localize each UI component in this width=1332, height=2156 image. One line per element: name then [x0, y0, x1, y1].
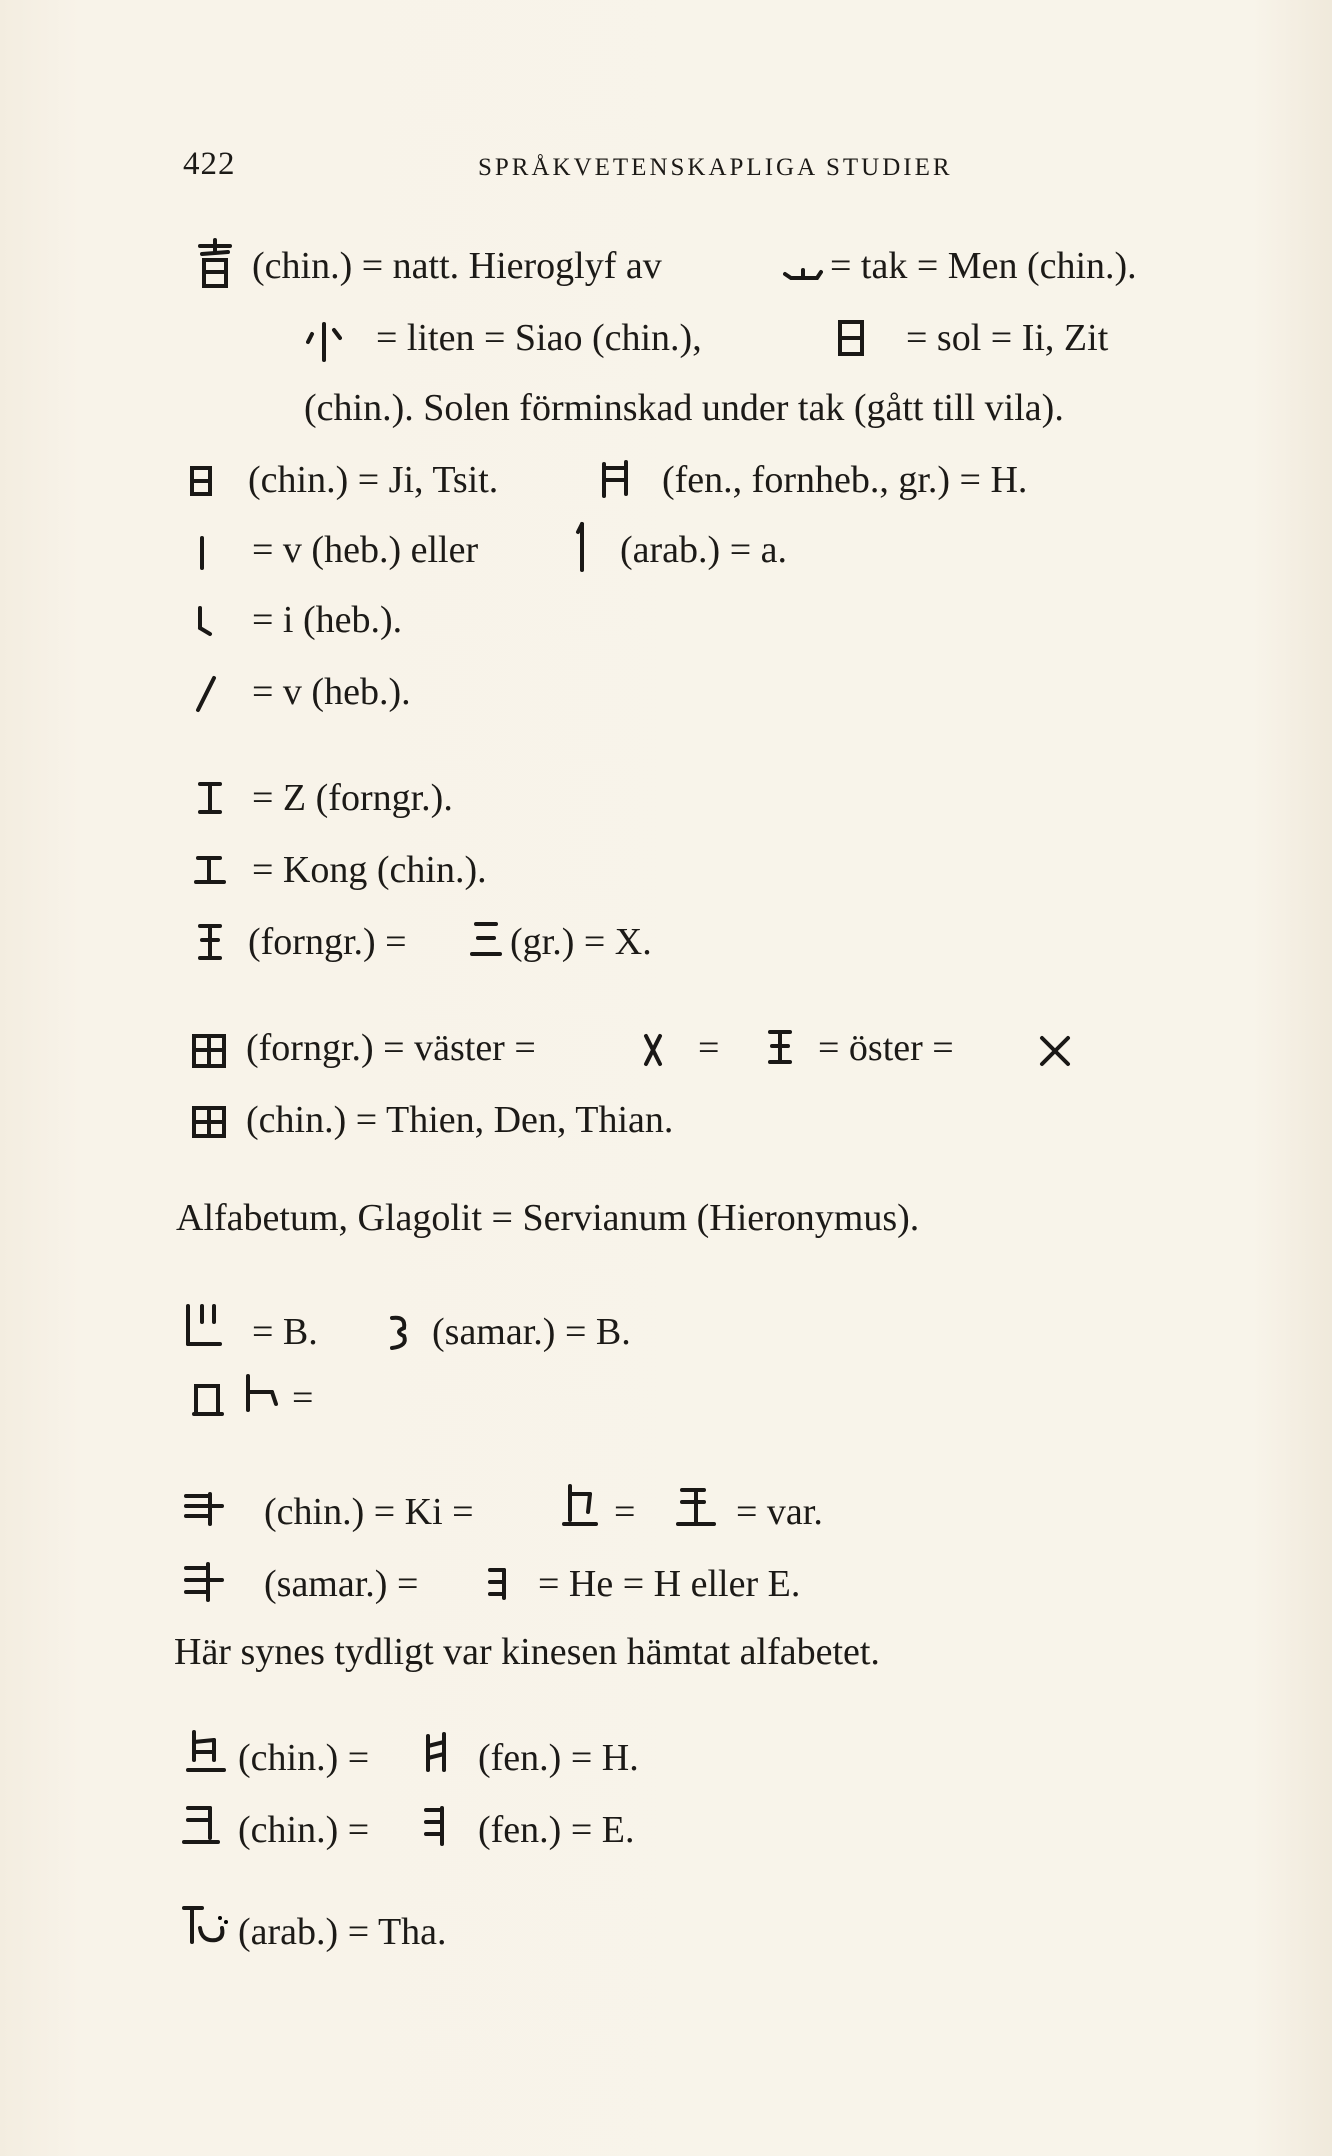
samaritan-glyph [484, 1562, 512, 1604]
text-segment: (fen., fornheb., gr.) = H. [662, 459, 1028, 501]
text-line-18 [0, 1630, 1332, 1690]
text-segment: = sol = Ii, Zit [906, 317, 1109, 359]
chinese-heaven-glyph [190, 1102, 230, 1142]
text-line-21 [0, 1910, 1332, 1970]
text-segment: (chin.) = Thien, Den, Thian. [246, 1099, 674, 1141]
text-segment: = [292, 1377, 314, 1419]
chinese-kong-glyph [192, 852, 228, 892]
text-segment: (chin.) = natt. Hieroglyf av [252, 245, 662, 287]
text-line-14 [0, 1310, 1332, 1370]
text-segment: = öster = [818, 1027, 954, 1069]
text-segment: = He = H eller E. [538, 1563, 801, 1605]
chinese-ki-glyph [180, 1488, 226, 1532]
text-segment: Alfabetum, Glagolit = Servianum (Hieronymus). [176, 1197, 920, 1239]
text-line-12 [0, 1098, 1332, 1158]
text-line-11 [0, 1026, 1332, 1086]
text-line-7 [0, 670, 1332, 730]
text-segment: (arab.) = Tha. [238, 1911, 447, 1953]
text-line-8 [0, 776, 1332, 836]
arabic-alif-glyph [572, 520, 592, 578]
text-line-2 [0, 316, 1332, 376]
running-head: SPRÅKVETENSKAPLIGA STUDIER [478, 154, 953, 181]
old-greek-xi-glyph [764, 1026, 796, 1070]
text-line-15 [0, 1376, 1332, 1436]
glagolitic-glyph [240, 1370, 284, 1420]
chi-cross-glyph [640, 1030, 666, 1070]
text-line-3 [0, 386, 1332, 446]
text-segment: (arab.) = a. [620, 529, 787, 571]
text-segment: = v (heb.). [252, 671, 411, 713]
old-greek-xi-glyph [194, 920, 226, 964]
chi-cross-glyph [1036, 1032, 1076, 1070]
hebrew-vav-glyph [194, 534, 210, 574]
text-segment: = [698, 1027, 720, 1069]
text-segment: (fen.) = E. [478, 1809, 635, 1851]
text-segment: (chin.) = [238, 1737, 370, 1779]
text-segment: (fen.) = H. [478, 1737, 639, 1779]
text-line-19 [0, 1736, 1332, 1796]
text-segment: = var. [736, 1491, 823, 1533]
text-segment: = Z (forngr.). [252, 777, 453, 819]
variant-glyph [560, 1480, 600, 1534]
page-header [0, 146, 1332, 186]
text-line-10 [0, 920, 1332, 980]
text-line-6 [0, 598, 1332, 658]
text-segment: (forngr.) = väster = [246, 1027, 536, 1069]
glagolitic-b-glyph [182, 1300, 230, 1352]
old-greek-zeta-glyph [194, 778, 226, 818]
text-line-16 [0, 1490, 1332, 1550]
text-segment: (chin.). Solen förminskad under tak (gått till vila). [304, 387, 1064, 429]
text-segment: = v (heb.) eller [252, 529, 479, 571]
greek-xi-glyph [468, 918, 504, 962]
samaritan-b-glyph [384, 1310, 414, 1354]
text-segment: (chin.) = Ki = [264, 1491, 474, 1533]
phoenician-heth-glyph [420, 1730, 452, 1780]
text-line-9 [0, 848, 1332, 908]
hebrew-yod-glyph [194, 604, 216, 640]
text-line-17 [0, 1562, 1332, 1622]
text-segment: = tak = Men (chin.). [830, 245, 1137, 287]
text-segment: (chin.) = [238, 1809, 370, 1851]
text-segment: (forngr.) = [248, 921, 407, 963]
chinese-e-glyph [180, 1798, 224, 1852]
text-segment: (samar.) = [264, 1563, 419, 1605]
chinese-small-glyph [306, 320, 342, 364]
phoenician-heth-glyph [598, 458, 634, 502]
text-line-5 [0, 528, 1332, 588]
text-line-1 [0, 244, 1332, 304]
text-segment: Här synes tydligt var kinesen hämtat alfabetet. [174, 1631, 880, 1673]
text-segment: = liten = Siao (chin.), [376, 317, 702, 359]
phoenician-he-glyph [420, 1802, 452, 1852]
variant-glyph [674, 1480, 718, 1534]
text-segment: = Kong (chin.). [252, 849, 487, 891]
text-segment: (gr.) = X. [510, 921, 652, 963]
arabic-tha-glyph [180, 1902, 234, 1954]
samaritan-he-glyph [180, 1560, 226, 1604]
page-number: 422 [183, 146, 236, 182]
text-line-4 [0, 458, 1332, 518]
roof-glyph [783, 260, 823, 282]
chinese-h-glyph [184, 1726, 230, 1780]
text-segment: = B. [252, 1311, 318, 1353]
chinese-sun-glyph [834, 316, 870, 362]
old-greek-west-glyph [190, 1030, 230, 1070]
chinese-night-glyph [190, 238, 240, 294]
text-segment: = [614, 1491, 636, 1533]
text-segment: (chin.) = Ji, Tsit. [248, 459, 499, 501]
text-segment: = i (heb.). [252, 599, 403, 641]
glagolitic-glyph [190, 1378, 226, 1420]
chinese-sun-glyph [186, 462, 216, 502]
hebrew-slash-glyph [194, 674, 218, 714]
text-segment: (samar.) = B. [432, 1311, 631, 1353]
text-line-20 [0, 1808, 1332, 1868]
text-line-13 [0, 1196, 1332, 1256]
